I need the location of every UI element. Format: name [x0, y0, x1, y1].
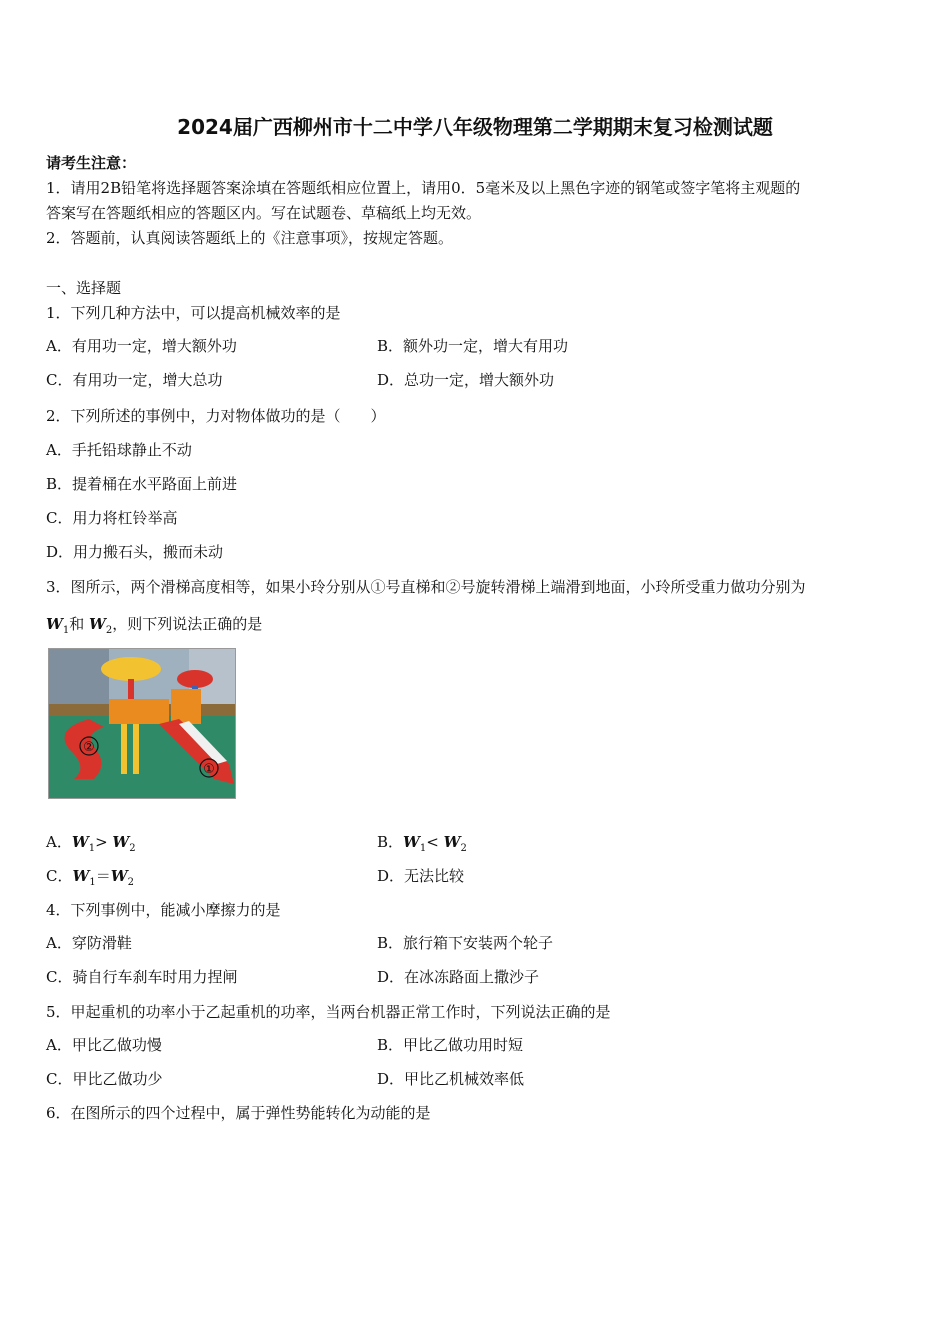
w-symbol: W: [71, 833, 89, 851]
w-symbol: W: [112, 833, 130, 851]
option-letter: C．: [46, 867, 73, 885]
question-5-option-c: C．甲比乙做功少: [46, 1070, 163, 1088]
notice-item-1-line-2: 答案写在答题纸相应的答题区内。写在试题卷、草稿纸上均无效。: [46, 204, 482, 222]
playground-slides-figure: [48, 648, 236, 799]
option-letter: A．: [46, 833, 72, 851]
and-word: 和: [69, 615, 90, 633]
question-3-option-b: [377, 831, 467, 854]
w-symbol: W: [72, 867, 90, 885]
question-1-stem: 1．下列几种方法中，可以提高机械效率的是: [46, 304, 341, 322]
subscript-2: 2: [460, 843, 467, 854]
w-symbol: W: [46, 615, 63, 633]
question-2-option-c: C．用力将杠铃举高: [46, 509, 178, 527]
operator: >: [95, 833, 113, 851]
figure-label-1: ①: [203, 762, 215, 777]
question-5-option-b: B．甲比乙做功用时短: [377, 1036, 524, 1054]
page-title: 2024届广西柳州市十二中学八年级物理第二学期期末复习检测试题: [177, 115, 773, 139]
subscript-2: 2: [127, 877, 134, 888]
notice-item-1-line-1: 1．请用2B铅笔将选择题答案涂填在答题纸相应位置上，请用0．5毫米及以上黑色字迹的钢笔或签字笔将主观题的: [46, 179, 801, 197]
question-3-stem-line-1: 3．图所示，两个滑梯高度相等，如果小玲分别从①号直梯和②号旋转滑梯上端滑到地面，小玲所受重力做功分别为: [46, 578, 806, 596]
question-3-stem-line-2: [46, 613, 262, 636]
question-4-option-a: A．穿防滑鞋: [46, 934, 132, 952]
operator: <: [426, 833, 444, 851]
question-4-option-b: B．旅行箱下安装两个轮子: [377, 934, 554, 952]
playground-illustration: [49, 649, 235, 798]
question-3-option-c: [46, 865, 134, 888]
subscript-2: 2: [129, 843, 136, 854]
question-6-stem: 6．在图所示的四个过程中，属于弹性势能转化为动能的是: [46, 1104, 431, 1122]
section-heading: 一、选择题: [46, 279, 122, 297]
question-5-option-d: D．甲比乙机械效率低: [377, 1070, 525, 1088]
question-4-option-d: D．在冰冻路面上撒沙子: [377, 968, 540, 986]
notice-header: 请考生注意：: [46, 154, 137, 172]
question-5-stem: 5．甲起重机的功率小于乙起重机的功率，当两台机器正常工作时，下列说法正确的是: [46, 1003, 611, 1021]
subscript-1: 1: [89, 877, 96, 888]
question-1-option-a: A．有用功一定，增大额外功: [46, 337, 237, 355]
w-symbol: W: [89, 615, 106, 633]
question-1-option-d: D．总功一定，增大额外功: [377, 371, 555, 389]
w-symbol: W: [110, 867, 128, 885]
figure-label-2: ②: [83, 740, 95, 755]
operator: ＝: [95, 867, 111, 885]
option-letter: B．: [377, 833, 404, 851]
stem-tail: ，则下列说法正确的是: [112, 615, 263, 633]
question-2-option-a: A．手托铅球静止不动: [46, 441, 192, 459]
w-symbol: W: [443, 833, 461, 851]
question-1-option-c: C．有用功一定，增大总功: [46, 371, 223, 389]
subscript-1: 1: [88, 843, 96, 854]
subscript-1: 1: [62, 625, 70, 636]
question-3-option-a: [46, 831, 136, 854]
question-2-option-b: B．提着桶在水平路面上前进: [46, 475, 238, 493]
notice-item-2: 2．答题前，认真阅读答题纸上的《注意事项》，按规定答题。: [46, 229, 454, 247]
subscript-2: 2: [105, 625, 113, 636]
question-2-option-d: D．用力搬石头，搬而未动: [46, 543, 224, 561]
question-5-option-a: A．甲比乙做功慢: [46, 1036, 162, 1054]
question-3-option-d: D．无法比较: [377, 867, 465, 885]
question-2-stem: 2．下列所述的事例中，力对物体做功的是（ ）: [46, 407, 386, 425]
question-1-option-b: B．额外功一定，增大有用功: [377, 337, 569, 355]
w-symbol: W: [403, 833, 420, 851]
question-4-option-c: C．骑自行车刹车时用力捏闸: [46, 968, 238, 986]
subscript-1: 1: [419, 843, 427, 854]
question-4-stem: 4．下列事例中，能减小摩擦力的是: [46, 901, 281, 919]
